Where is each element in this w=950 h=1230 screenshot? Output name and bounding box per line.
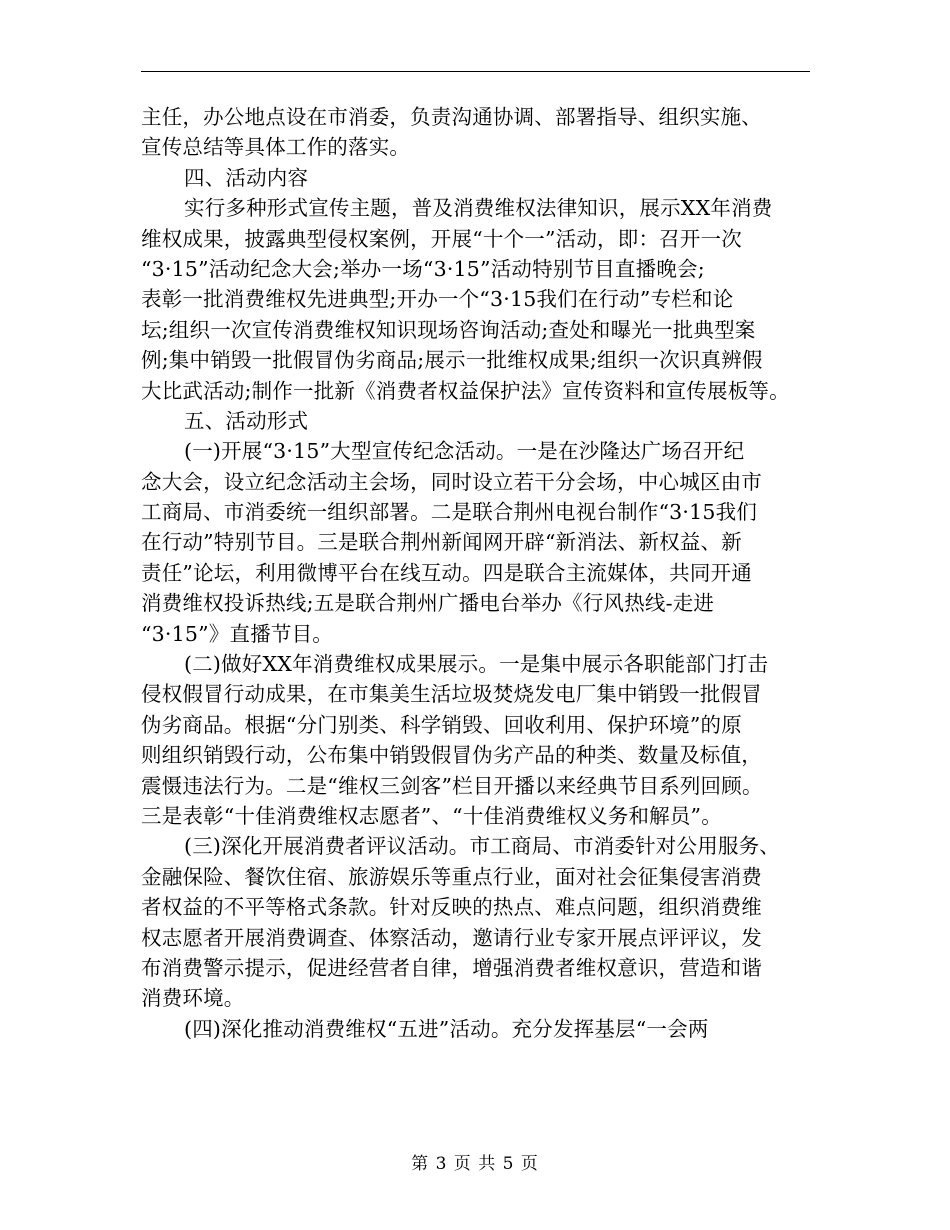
text-line: 金融保险、餐饮住宿、旅游娱乐等重点行业，面对社会征集侵害消费: [141, 864, 762, 889]
text-line: 坛;组织一次宣传消费维权知识现场咨询活动;查处和曝光一批典型案: [141, 317, 756, 342]
document-body: [141, 102, 816, 1044]
text-line: 责任”论坛，利用微博平台在线互动。四是联合主流媒体，共同开通: [141, 560, 752, 585]
page-number: 第 3 页 共 5 页: [411, 1154, 539, 1174]
text-line: 五、活动形式: [184, 408, 309, 433]
text-line: 者权益的不平等格式条款。针对反映的热点、难点问题，组织消费维: [141, 895, 762, 920]
text-line: (三)深化开展消费者评议活动。市工商局、市消委针对公用服务、: [184, 834, 780, 859]
text-line: 消费维权投诉热线;五是联合荆州广播电台举办《行风热线-走进: [141, 591, 715, 616]
header-rule: [141, 71, 810, 72]
text-line: 维权成果，披露典型侵权案例，开展“十个一”活动，即：召开一次: [141, 226, 742, 251]
text-line: 布消费警示提示，促进经营者自律，增强消费者维权意识，营造和谐: [141, 955, 762, 980]
text-line: 主任，办公地点设在市消委，负责沟通协调、部署指导、组织实施、: [141, 105, 762, 129]
text-line: 则组织销毁行动，公布集中销毁假冒伪劣产品的种类、数量及标值，: [141, 743, 762, 768]
text-line: 大比武活动;制作一批新《消费者权益保护法》宣传资料和宣传展板等。: [141, 378, 790, 403]
text-line: 宣传总结等具体工作的落实。: [141, 135, 411, 160]
text-line: (二)做好XX年消费维权成果展示。一是集中展示各职能部门打击: [184, 652, 769, 677]
text-line: 工商局、市消委统一组织部署。二是联合荆州电视台制作“3·15我们: [141, 500, 758, 525]
text-line: 消费环境。: [141, 986, 245, 1011]
text-line: 例;集中销毁一批假冒伪劣商品;展示一批维权成果;组织一次识真辨假: [141, 348, 763, 373]
text-line: 念大会，设立纪念活动主会场，同时设立若干分会场，中心城区由市: [141, 469, 762, 494]
text-line: 权志愿者开展消费调查、体察活动，邀请行业专家开展点评评议，发: [141, 925, 762, 950]
text-line: “3·15”活动纪念大会;举办一场“3·15”活动特别节目直播晚会;: [141, 256, 705, 281]
text-line: (一)开展“3·15”大型宣传纪念活动。一是在沙隆达广场召开纪: [184, 439, 745, 464]
text-line: 在行动”特别节目。三是联合荆州新闻网开辟“新消法、新权益、新: [141, 530, 742, 555]
text-line: 四、活动内容: [184, 165, 309, 190]
text-line: 三是表彰“十佳消费维权志愿者”、“十佳消费维权义务和解员”。: [141, 803, 722, 828]
text-line: 伪劣商品。根据“分门别类、科学销毁、回收利用、保护环境”的原: [141, 712, 742, 737]
text-line: 震慑违法行为。二是“维权三剑客”栏目开播以来经典节目系列回顾。: [141, 773, 763, 798]
text-line: 实行多种形式宣传主题，普及消费维权法律知识，展示XX年消费: [184, 196, 773, 221]
text-line: “3·15”》直播节目。: [141, 621, 334, 646]
text-line: 侵权假冒行动成果，在市集美生活垃圾焚烧发电厂集中销毁一批假冒: [141, 682, 762, 707]
text-line: 表彰一批消费维权先进典型;开办一个“3·15我们在行动”专栏和论: [141, 287, 734, 312]
text-line: (四)深化推动消费维权“五进”活动。充分发挥基层“一会两: [184, 1016, 709, 1041]
